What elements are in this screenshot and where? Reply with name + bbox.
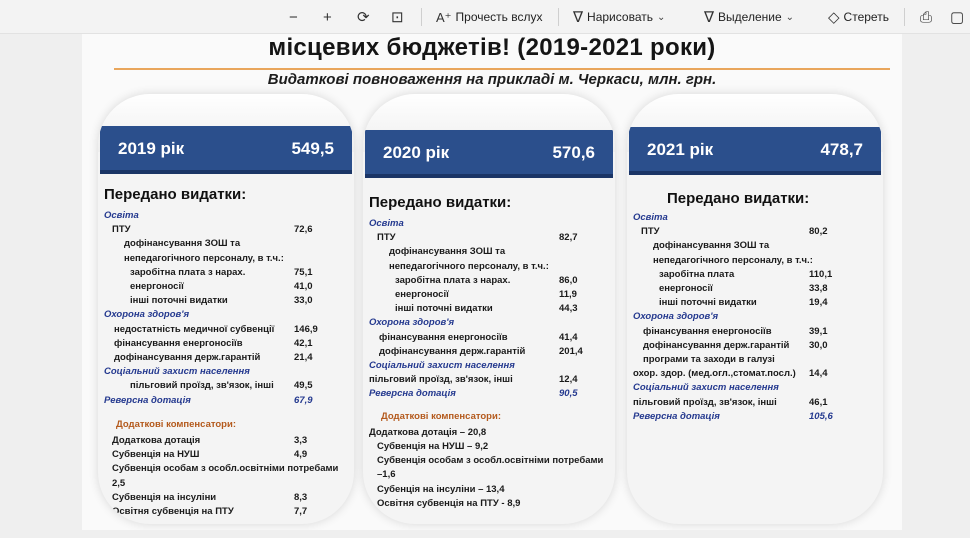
save-icon: ▢	[950, 8, 965, 26]
eraser-icon: ◇	[828, 8, 840, 26]
expense-value: 44,3	[559, 303, 578, 315]
expense-value: 105,6	[809, 410, 833, 422]
expense-line: охор. здор. (мед.огл.,стомат.посл.)	[633, 368, 796, 380]
chevron-down-icon[interactable]: ⌄	[656, 11, 666, 23]
card-total: 570,6	[552, 143, 595, 162]
expense-line: 2,5	[112, 477, 126, 489]
section-label: Реверсна дотація	[633, 410, 720, 422]
print-icon: ⎙	[920, 8, 933, 26]
expense-line: Субвенція особам з особл.освітніми потребами	[112, 463, 339, 475]
expense-value: 30,0	[809, 339, 828, 351]
expense-line: дофінансування держ.гарантій	[643, 339, 790, 351]
zoom-out-button[interactable]	[289, 0, 298, 34]
expense-value: 4,9	[294, 449, 308, 461]
section-label: Освіта	[369, 218, 404, 229]
expense-line: Субенція на інсуліни – 13,4	[377, 483, 505, 495]
expense-line: ПТУ	[112, 224, 131, 236]
expense-value: 12,4	[559, 374, 578, 386]
card-heading: Передано видатки:	[104, 186, 247, 203]
section-label: Охорона здоров'я	[104, 309, 190, 321]
card-heading: Передано видатки:	[369, 194, 512, 211]
expense-line: фінансування енергоносіїв	[643, 325, 772, 337]
expense-value: 21,4	[294, 352, 313, 363]
expense-line: Додаткова дотація – 20,8	[369, 426, 487, 438]
expense-value: 33,0	[294, 295, 313, 307]
expense-line: непедагогічного персоналу, в т.ч.:	[653, 254, 813, 266]
expense-line: дофінансування ЗОШ та	[653, 240, 770, 252]
expense-line: дофінансування держ.гарантій	[379, 345, 526, 357]
expense-value: 201,4	[559, 345, 583, 357]
expense-line: енергоносії	[130, 281, 184, 292]
section-label: Освіта	[104, 210, 139, 221]
erase-label: Стереть	[843, 10, 889, 24]
erase-button[interactable]	[828, 0, 889, 34]
expense-line: заробітна плата з нарах.	[395, 274, 511, 286]
expense-line: заробітна плата	[659, 268, 735, 280]
expense-line: програми та заходи в галузі	[643, 354, 775, 365]
expense-line: фінансування енергоносіїв	[379, 331, 508, 343]
card-header	[365, 130, 613, 178]
expense-value: 39,1	[809, 325, 828, 337]
expense-line: пільговий проїзд, зв'язок, інші	[633, 396, 777, 408]
expense-value: 110,1	[809, 268, 833, 280]
fit-page-icon: ⊡	[391, 8, 404, 26]
expense-value: 90,5	[559, 388, 578, 400]
slide-page	[82, 34, 902, 530]
expense-line: недостатність медичної субвенції	[114, 323, 275, 335]
draw-label: Нарисовать	[587, 10, 653, 24]
expense-value: 3,3	[294, 435, 308, 446]
expense-value: 75,1	[294, 266, 313, 278]
expense-line: ПТУ	[377, 232, 396, 244]
section-label: Освіта	[633, 212, 668, 223]
expense-line: енергоносії	[659, 283, 713, 294]
expense-value: 46,1	[809, 396, 828, 408]
toolbar-divider	[558, 8, 559, 26]
expense-value: 19,4	[809, 297, 828, 309]
card-header	[100, 126, 352, 174]
expense-value: 41,4	[559, 331, 578, 343]
expense-line: пільговий проїзд, зв'язок, інші	[130, 380, 274, 392]
section-label: Соціальний захист населення	[104, 366, 250, 378]
highlighter-icon: ∇	[704, 8, 715, 26]
expense-line: інші поточні видатки	[130, 295, 228, 307]
expense-line: ПТУ	[641, 226, 660, 238]
rotate-button[interactable]	[357, 0, 370, 34]
section-label: Реверсна дотація	[104, 394, 191, 406]
expense-line: Додаткова дотація	[112, 435, 201, 446]
fit-page-button[interactable]	[391, 0, 404, 34]
expense-line: –1,6	[377, 469, 396, 481]
card-total: 549,5	[291, 139, 334, 158]
year-card	[98, 94, 354, 524]
rotate-icon: ⟳	[357, 8, 370, 26]
expense-value: 41,0	[294, 281, 313, 292]
expense-line: інші поточні видатки	[395, 303, 493, 315]
slide-title: місцевих бюджетів! (2019-2021 роки)	[268, 34, 716, 61]
read-aloud-button[interactable]	[436, 0, 543, 34]
expense-value: 146,9	[294, 323, 318, 335]
expense-line: пільговий проїзд, зв'язок, інші	[369, 374, 513, 386]
year-card	[363, 94, 615, 524]
expense-value: 80,2	[809, 226, 828, 238]
expense-line: енергоносії	[395, 289, 449, 300]
expense-value: 86,0	[559, 274, 578, 286]
title-divider	[114, 68, 890, 70]
zoom-out-icon: −	[289, 8, 298, 26]
expense-value: 33,8	[809, 283, 828, 294]
read-aloud-icon: A⁺	[436, 9, 452, 25]
card-header	[629, 127, 881, 175]
expense-line: інші поточні видатки	[659, 297, 757, 309]
section-label: Соціальний захист населення	[369, 360, 515, 371]
expense-line: Освітня субвенція на ПТУ - 8,9	[377, 497, 521, 509]
compensators-heading: Додаткові компенсатори:	[381, 410, 501, 422]
section-label: Реверсна дотація	[369, 388, 456, 400]
highlight-button[interactable]	[704, 0, 794, 34]
expense-line: Субвенція на НУШ	[112, 449, 200, 461]
read-aloud-label: Прочесть вслух	[455, 10, 543, 24]
year-card	[627, 94, 883, 524]
pdf-toolbar	[0, 0, 970, 34]
expense-value: 7,7	[294, 506, 308, 517]
expense-line: непедагогічного персоналу, в т.ч.:	[124, 252, 284, 264]
expense-line: Субвенція на інсуліни	[112, 491, 217, 503]
expense-line: фінансування енергоносіїв	[114, 337, 243, 349]
slide-subtitle: Видаткові повноваження на прикладі м. Черкаси, млн. грн.	[267, 71, 717, 88]
chevron-down-icon[interactable]: ⌄	[785, 11, 795, 23]
expense-value: 14,4	[809, 368, 828, 380]
section-label: Охорона здоров'я	[633, 311, 719, 323]
expense-value: 42,1	[294, 337, 313, 349]
expense-value: 49,5	[294, 380, 313, 392]
expense-value: 67,9	[294, 394, 313, 406]
zoom-in-icon: +	[323, 8, 332, 26]
card-heading: Передано видатки:	[667, 190, 810, 207]
toolbar-divider	[904, 8, 905, 26]
card-total: 478,7	[820, 140, 863, 159]
expense-value: 8,3	[294, 491, 308, 503]
section-label: Охорона здоров'я	[369, 317, 455, 329]
expense-line: заробітна плата з нарах.	[130, 266, 246, 278]
expense-value: 82,7	[559, 232, 578, 244]
expense-line: непедагогічного персоналу, в т.ч.:	[389, 260, 549, 272]
print-button[interactable]	[920, 0, 932, 34]
card-year: 2021 рік	[647, 140, 714, 159]
expense-value: 11,9	[559, 289, 577, 300]
expense-line: дофінансування держ.гарантій	[114, 352, 261, 363]
expense-line: дофінансування ЗОШ та	[124, 238, 241, 250]
expense-line: Субвенція на НУШ – 9,2	[377, 441, 489, 452]
expense-line: Освітня субвенція на ПТУ	[112, 506, 234, 517]
expense-line: Субвенція особам з особл.освітніми потребами	[377, 455, 604, 467]
section-label: Соціальний захист населення	[633, 382, 779, 394]
toolbar-divider	[421, 8, 422, 26]
card-year: 2020 рік	[383, 143, 450, 162]
pen-icon: ∇	[573, 8, 584, 26]
more-button[interactable]	[950, 0, 964, 34]
expense-value: 72,6	[294, 224, 313, 236]
highlight-label: Выделение	[718, 10, 782, 24]
expense-line: дофінансування ЗОШ та	[389, 246, 506, 258]
card-year: 2019 рік	[118, 139, 185, 158]
compensators-heading: Додаткові компенсатори:	[116, 418, 236, 430]
draw-button[interactable]	[573, 0, 665, 34]
zoom-in-button[interactable]	[323, 0, 332, 34]
